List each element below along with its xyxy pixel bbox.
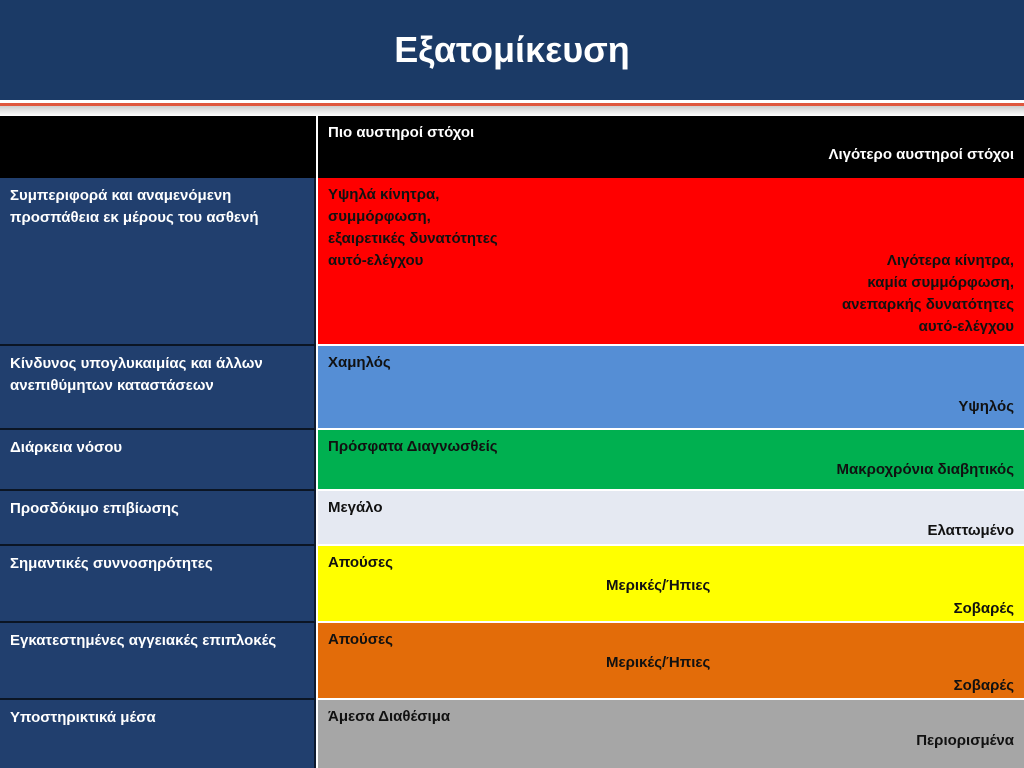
row-right-text: Μακροχρόνια διαβητικός	[836, 461, 1014, 478]
table-header-row	[0, 116, 1024, 178]
row-right-text: Περιορισμένα	[916, 732, 1014, 749]
row-value-cell	[318, 346, 1024, 430]
row-left-text: Απούσες	[328, 631, 393, 648]
title-bar	[0, 0, 1024, 100]
divider-shadow	[0, 106, 1024, 116]
header-value-cell	[318, 116, 1024, 178]
row-left-text: Υψηλά κίνητρα, συμμόρφωση, εξαιρετικές δυνατότητες αυτό-ελέγχου	[328, 186, 498, 269]
row-label: Συμπεριφορά και αναμενόμενη προσπάθεια εκ μέρους του ασθενή	[0, 178, 316, 346]
table-row	[0, 430, 1024, 491]
row-left-text: Πρόσφατα Διαγνωσθείς	[328, 438, 498, 455]
row-left-text: Άμεσα Διαθέσιμα	[328, 708, 451, 725]
row-value-cell	[318, 700, 1024, 768]
row-right-text: Λιγότερα κίνητρα, καμία συμμόρφωση, ανεπαρκής δυνατότητες αυτό-ελέγχου	[841, 252, 1014, 335]
row-value-cell	[318, 546, 1024, 623]
table-row	[0, 178, 1024, 346]
table-row	[0, 491, 1024, 546]
row-left-text: Μεγάλο	[328, 499, 383, 516]
row-label: Προσδόκιμο επιβίωσης	[0, 491, 316, 546]
row-label: Σημαντικές συννοσηρότητες	[0, 546, 316, 623]
row-left-text: Χαμηλός	[328, 354, 391, 371]
header-left-text: Πιο αυστηροί στόχοι	[328, 124, 475, 141]
row-value-cell	[318, 430, 1024, 491]
table-row	[0, 623, 1024, 700]
row-label: Διάρκεια νόσου	[0, 430, 316, 491]
row-right-text: Σοβαρές	[953, 600, 1014, 617]
table-row	[0, 700, 1024, 768]
row-right-text: Σοβαρές	[953, 677, 1014, 694]
row-middle-text: Μερικές/Ήπιες	[606, 654, 711, 671]
row-label: Κίνδυνος υπογλυκαιμίας και άλλων ανεπιθύμητων καταστάσεων	[0, 346, 316, 430]
row-value-cell	[318, 623, 1024, 700]
table-row	[0, 546, 1024, 623]
header-label-cell	[0, 116, 316, 178]
individualization-table	[0, 116, 1024, 768]
row-right-text: Ελαττωμένο	[927, 522, 1014, 539]
row-value-cell	[318, 178, 1024, 346]
row-right-text: Υψηλός	[958, 398, 1014, 415]
table-row	[0, 346, 1024, 430]
row-label: Υποστηρικτικά μέσα	[0, 700, 316, 768]
row-left-text: Απούσες	[328, 554, 393, 571]
row-middle-text: Μερικές/Ήπιες	[606, 577, 711, 594]
page-title: Εξατομίκευση	[394, 29, 630, 70]
header-right-text: Λιγότερο αυστηροί στόχοι	[828, 146, 1014, 163]
row-value-cell	[318, 491, 1024, 546]
row-label: Εγκατεστημένες αγγειακές επιπλοκές	[0, 623, 316, 700]
